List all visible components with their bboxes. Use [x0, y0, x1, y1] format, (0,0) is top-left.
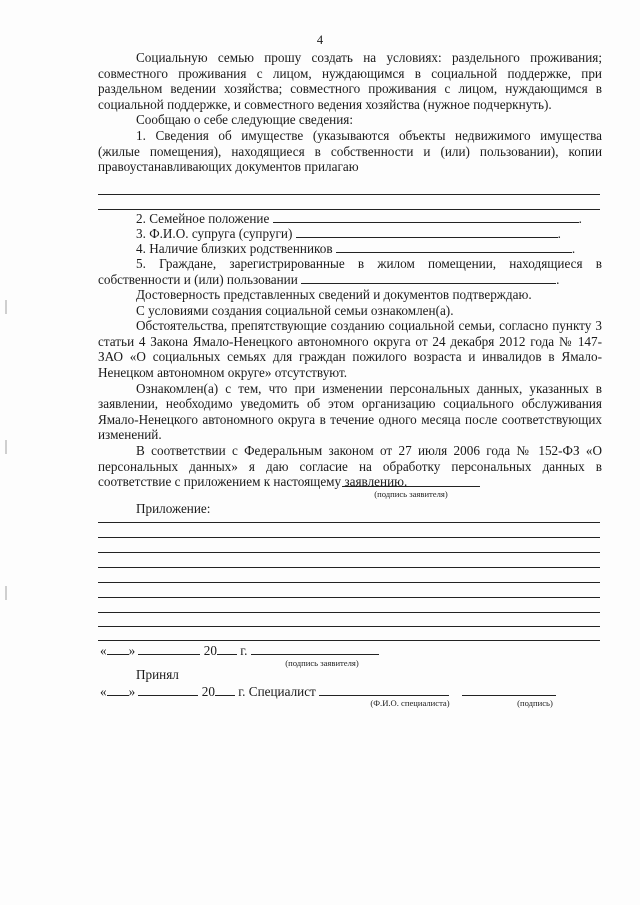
page-number: 4 [316, 33, 324, 47]
received-year-field[interactable] [215, 684, 235, 696]
date-close-quote: » [128, 643, 136, 658]
relatives-field[interactable] [336, 241, 572, 253]
date-year-suffix: г. [240, 643, 248, 658]
appendix-line-1[interactable] [98, 522, 600, 523]
received-label: Принял [136, 667, 179, 682]
consent-paragraph: В соответствии с Федеральным законом от 27 июля 2006 года № 152-ФЗ «О персональных данных» я даю согласие на обработку персональных данных в соответствие с приложением к настоящему заявлению. [98, 442, 602, 490]
spouse-name-dot: . [557, 226, 561, 241]
received-day-field[interactable] [107, 684, 129, 696]
appendix-line-7[interactable] [98, 612, 600, 613]
spouse-name-field[interactable] [296, 226, 558, 238]
appendix-line-6[interactable] [98, 597, 600, 598]
appendix-line-9[interactable] [98, 640, 600, 641]
applicant-signature-line[interactable] [342, 486, 480, 487]
application-signature-caption: (подпись заявителя) [285, 658, 359, 668]
registered-citizens-dot: . [556, 271, 560, 287]
relatives-row [136, 241, 575, 257]
appendix-line-5[interactable] [98, 582, 600, 583]
specialist-name-caption: (Ф.И.О. специалиста) [370, 698, 450, 708]
received-close-quote: » [128, 684, 136, 699]
received-year-prefix: 20 [201, 684, 215, 699]
applicant-signature-caption: (подпись заявителя) [374, 489, 448, 499]
reliability-statement: Достоверность представленных сведений и документов подтверждаю. [136, 287, 532, 302]
received-specialist-label: г. Специалист [238, 684, 316, 699]
spouse-name-row [136, 226, 561, 242]
acquainted-statement: С условиями создания социальной семьи ознакомлен(а). [136, 302, 454, 318]
relatives-label: 4. Наличие близких родственников [136, 241, 333, 256]
scan-mark [5, 586, 7, 600]
registered-citizens-label: 5. Граждане, зарегистрированные в жилом помещении, находящиеся в собственности и (или) пользовании [98, 256, 602, 287]
marital-status-field[interactable] [273, 211, 579, 223]
received-month-field[interactable] [138, 684, 198, 696]
specialist-signature-caption: (подпись) [517, 698, 553, 708]
date-day-field[interactable] [107, 643, 129, 655]
circumstances-paragraph: Обстоятельства, препятствующие созданию социальной семьи, согласно пункту 3 статьи 4 Закона Ямало-Ненецкого автономного округа от 24 декабря 2012 года № 147-ЗАО «О социальных семьях для граждан пожилого возраста и инвалидов в Ямало-Ненецком автономном округе» отсутствуют. [98, 318, 602, 380]
appendix-line-2[interactable] [98, 537, 600, 538]
received-open-quote: « [100, 684, 107, 699]
property-line-1[interactable] [98, 194, 600, 195]
appendix-line-8[interactable] [98, 626, 600, 627]
spouse-name-label: 3. Ф.И.О. супруга (супруги) [136, 226, 293, 241]
appendix-line-4[interactable] [98, 567, 600, 568]
declarations [98, 287, 602, 490]
registered-citizens-field[interactable] [301, 272, 556, 284]
property-item: 1. Сведения об имуществе (указываются объекты недвижимого имущества (жилые помещения), находящиеся в собственности и (или) пользовании), копии правоустанавливающих документов прилагаю [98, 127, 602, 175]
application-signature-field[interactable] [251, 643, 379, 655]
notification-paragraph: Ознакомлен(а) с тем, что при изменении персональных данных, указанных в заявлении, необходимо уведомить об этом организацию социального обслуживания Ямало-Ненецкого автономного округа в течение одного месяца после соответствующих изменений. [98, 380, 602, 443]
appendix-line-3[interactable] [98, 552, 600, 553]
conditions-paragraph: Социальную семью прошу создать на условиях: раздельного проживания; совместного проживания с лицом, нуждающимся в социальной поддержке, при раздельном ведении хозяйства; совместного проживания с лицом, нуждающимся в социальной поддержке, и совместного ведения хозяйства (нужное подчеркнуть). [98, 50, 602, 112]
registered-citizens-paragraph [98, 256, 602, 287]
specialist-name-field[interactable] [319, 684, 449, 696]
date-open-quote: « [100, 643, 107, 658]
scan-mark [5, 440, 7, 454]
marital-status-label: 2. Семейное положение [136, 211, 270, 226]
specialist-signature-field[interactable] [462, 684, 556, 696]
appendix-label: Приложение: [136, 501, 211, 516]
application-date-row [100, 643, 379, 659]
relatives-dot: . [571, 241, 576, 256]
date-year-prefix: 20 [203, 643, 217, 658]
scan-mark [5, 300, 7, 314]
info-intro: Сообщаю о себе следующие сведения: [136, 112, 354, 128]
marital-status-dot: . [578, 211, 582, 226]
property-line-2[interactable] [98, 209, 600, 210]
date-month-field[interactable] [138, 643, 200, 655]
application-body [98, 50, 602, 175]
date-year-field[interactable] [217, 643, 237, 655]
marital-status-row [136, 211, 582, 227]
